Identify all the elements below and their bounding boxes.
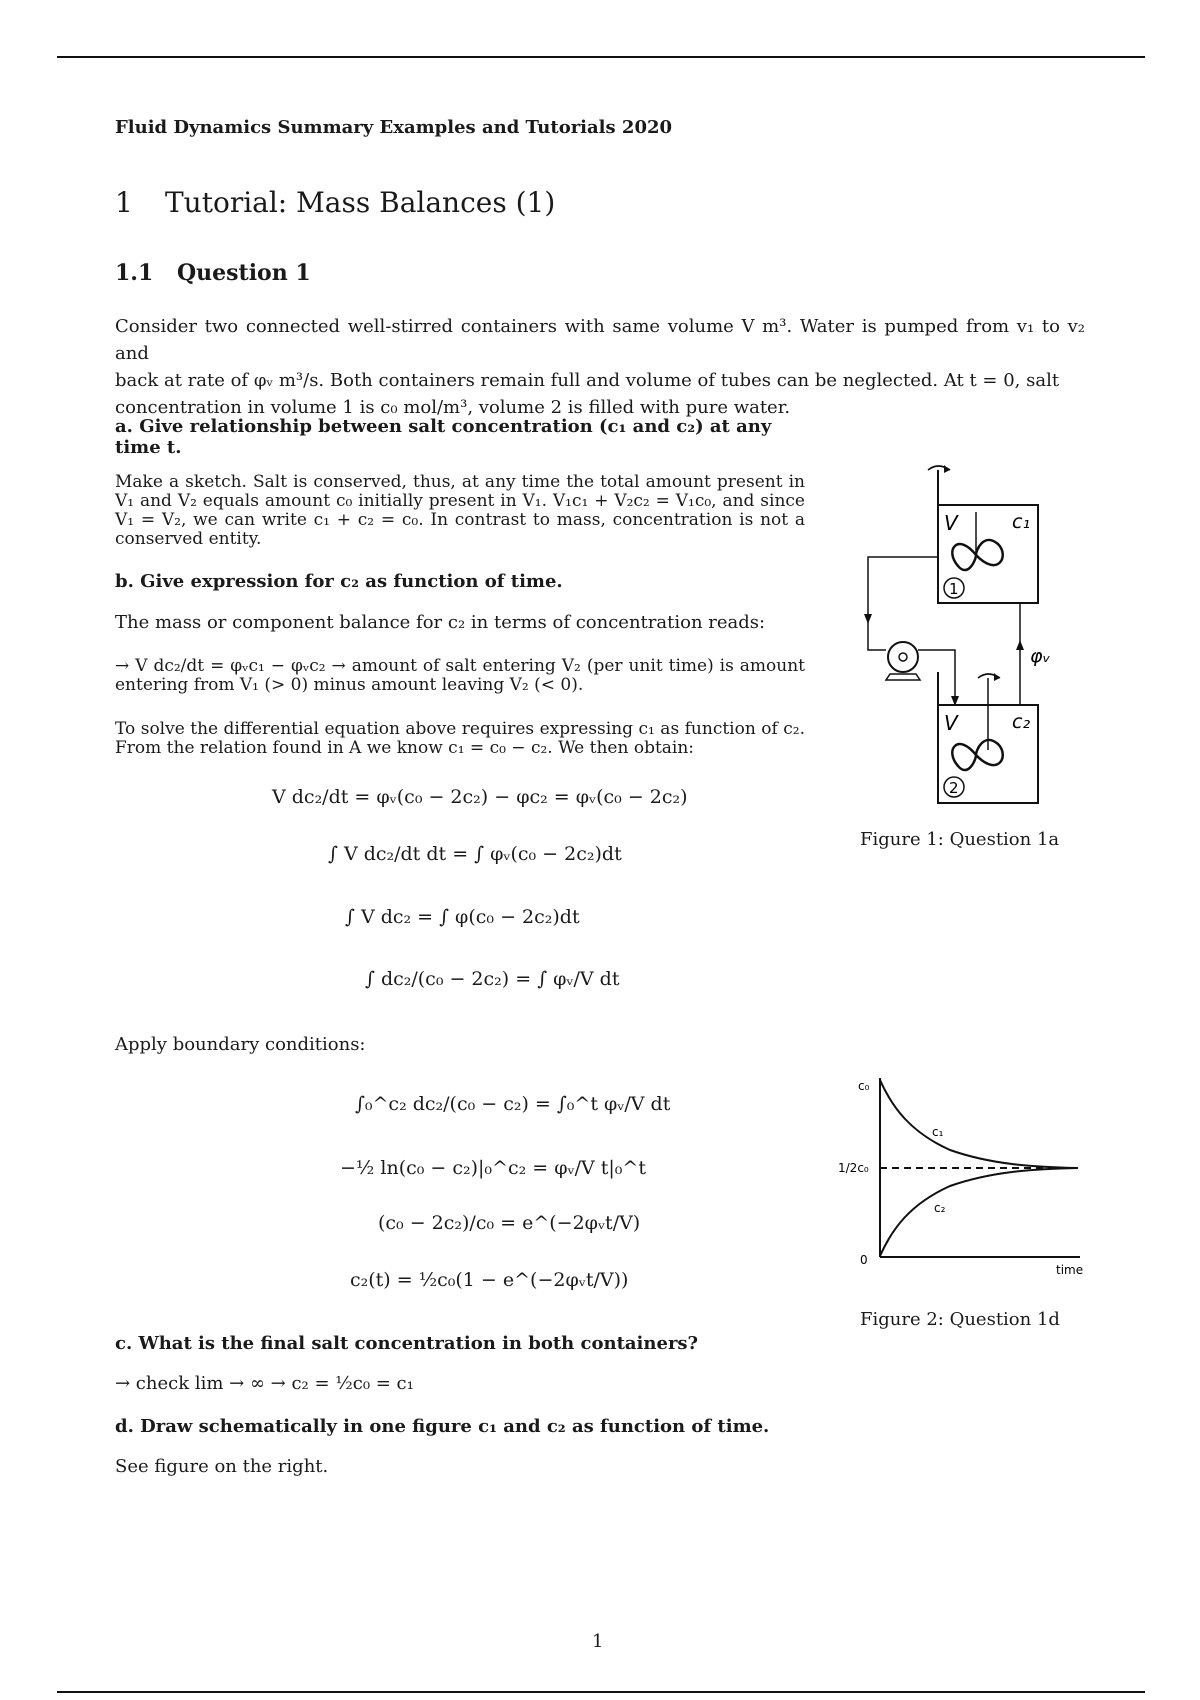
y-label-c0: c₀: [858, 1079, 870, 1093]
y-label-zero: 0: [860, 1253, 868, 1267]
tank1-impeller-icon: [952, 540, 1002, 570]
tank1-conc-label: c₁: [1012, 511, 1031, 533]
tank2-volume-label: V: [944, 711, 958, 735]
equation-4: ∫ dc₂/(c₀ − 2c₂) = ∫ φᵥ/V dt: [365, 968, 620, 990]
top-rule: [57, 56, 1145, 58]
pipe-pump-to-tank2: [918, 650, 955, 705]
boundary-text: Apply boundary conditions:: [115, 1034, 366, 1055]
curve-c1: [880, 1080, 1078, 1168]
answer-d: See figure on the right.: [115, 1456, 329, 1477]
intro-paragraph: [115, 313, 1085, 421]
answer-b-p1: The mass or component balance for c₂ in terms of concentration reads:: [115, 612, 766, 633]
curve-c2: [880, 1168, 1078, 1256]
tank2-impeller-icon: [952, 740, 1002, 770]
tank2-conc-label: c₂: [1012, 711, 1031, 733]
answer-c: → check lim → ∞ → c₂ = ½c₀ = c₁: [115, 1373, 414, 1394]
section-title: Tutorial: Mass Balances (1): [165, 186, 556, 219]
curve-c2-label: c₂: [934, 1201, 946, 1215]
equation-6: −½ ln(c₀ − c₂)|₀^c₂ = φᵥ/V t|₀^t: [340, 1157, 646, 1179]
equation-5: ∫₀^c₂ dc₂/(c₀ − c₂) = ∫₀^t φᵥ/V dt: [355, 1093, 671, 1115]
equation-1: V dc₂/dt = φᵥ(c₀ − 2c₂) − φc₂ = φᵥ(c₀ − 2c₂): [272, 786, 688, 808]
answer-b-p2: → V dc₂/dt = φᵥc₁ − φᵥc₂ → amount of salt entering V₂ (per unit time) is amount entering from V₁ (> 0) minus amount leaving V₂ (< 0).: [115, 656, 805, 695]
intro-line-2: back at rate of φᵥ m³/s. Both containers remain full and volume of tubes can be neglected. At t = 0, salt: [115, 370, 1060, 391]
pump-icon: [888, 642, 918, 672]
section-heading: [115, 186, 555, 219]
x-label-time: time: [1056, 1263, 1084, 1277]
intro-line-3: concentration in volume 1 is c₀ mol/m³, volume 2 is filled with pure water.: [115, 397, 791, 418]
answer-b-p3: To solve the differential equation above requires expressing c₁ as function of c₂. From the relation found in A we know c₁ = c₀ − c₂. We then obtain:: [115, 719, 805, 758]
equation-8: c₂(t) = ½c₀(1 − e^(−2φᵥt/V)): [350, 1269, 629, 1291]
tank2-number: 2: [949, 779, 959, 797]
curve-c1-label: c₁: [932, 1125, 944, 1139]
flow-arrow-up-icon: [1016, 640, 1024, 650]
y-label-half-c0: 1/2c₀: [838, 1161, 869, 1175]
figure-2-caption: Figure 2: Question 1d: [860, 1309, 1060, 1330]
question-d: d. Draw schematically in one figure c₁ and c₂ as function of time.: [115, 1416, 770, 1437]
tank1-volume-label: V: [944, 511, 958, 535]
bottom-rule: [57, 1691, 1145, 1693]
figure-2-plot: [830, 1072, 1100, 1282]
pipe-tank1-to-pump: [868, 557, 938, 650]
intro-line-1: Consider two connected well-stirred containers with same volume V m³. Water is pumped from v₁ to v₂ and: [115, 316, 1085, 364]
answer-a: Make a sketch. Salt is conserved, thus, at any time the total amount present in V₁ and V₂ equals amount c₀ initially present in V₁. V₁c₁ + V₂c₂ = V₁c₀, and since V₁ = V₂, we can write c₁ + c₂ = c₀. In contrast to mass, concentration is not a conserved entity.: [115, 472, 805, 549]
question-b: b. Give expression for c₂ as function of time.: [115, 571, 563, 592]
subsection-heading: [115, 260, 311, 286]
equation-3: ∫ V dc₂ = ∫ φ(c₀ − 2c₂)dt: [345, 906, 580, 928]
question-c: c. What is the final salt concentration in both containers?: [115, 1333, 699, 1354]
question-a: a. Give relationship between salt concentration (c₁ and c₂) at any time t.: [115, 416, 772, 458]
flow-rate-label: φᵥ: [1030, 645, 1051, 667]
equation-7: (c₀ − 2c₂)/c₀ = e^(−2φᵥt/V): [378, 1212, 641, 1234]
figure-1-diagram: [858, 460, 1058, 805]
tank1-number: 1: [949, 580, 959, 598]
page-number: 1: [592, 1631, 604, 1652]
running-header: Fluid Dynamics Summary Examples and Tutorials 2020: [115, 117, 673, 138]
figure-1-caption: Figure 1: Question 1a: [860, 829, 1060, 850]
subsection-number: 1.1: [115, 260, 154, 286]
subsection-title: Question 1: [177, 260, 311, 286]
flow-arrow-down-icon: [864, 614, 872, 624]
section-number: 1: [115, 186, 133, 219]
equation-2: ∫ V dc₂/dt dt = ∫ φᵥ(c₀ − 2c₂)dt: [328, 843, 622, 865]
